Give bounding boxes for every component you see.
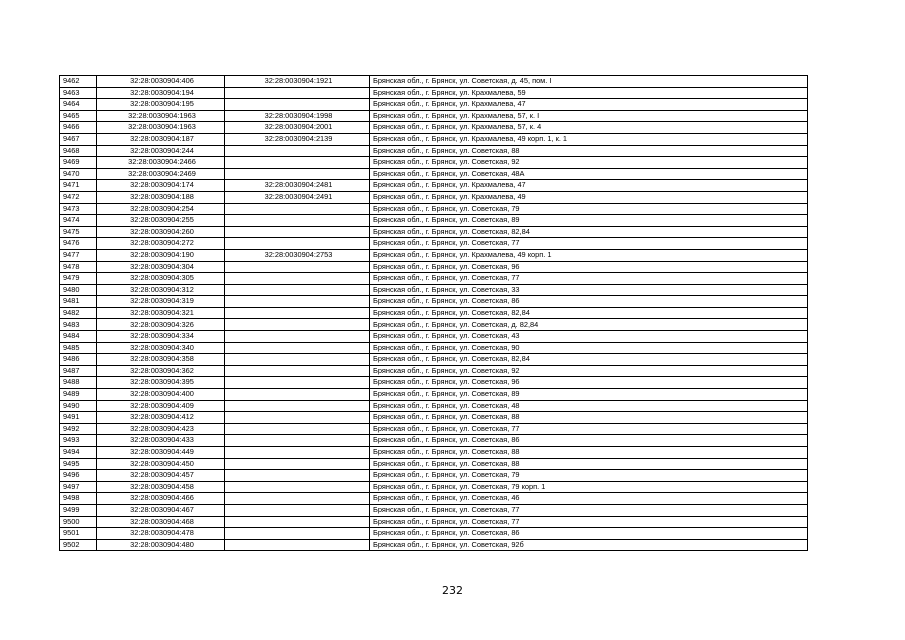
row-number-cell: 9466 [60, 122, 97, 134]
row-number-cell: 9464 [60, 99, 97, 111]
row-number-cell: 9493 [60, 435, 97, 447]
page-number: 232 [442, 584, 463, 597]
row-number-cell: 9497 [60, 481, 97, 493]
object-cadastral-number-cell [225, 412, 370, 424]
table-row [60, 331, 808, 343]
object-cadastral-number-cell: 32:28:0030904:1998 [225, 110, 370, 122]
row-number-cell: 9475 [60, 226, 97, 238]
address-cell: Брянская обл., г. Брянск, ул. Советская, д. 45, пом. I [370, 76, 808, 88]
object-cadastral-number-cell [225, 400, 370, 412]
address-cell: Брянская обл., г. Брянск, ул. Советская, 79 [370, 470, 808, 482]
parcel-cadastral-number-cell: 32:28:0030904:400 [97, 389, 225, 401]
address-cell: Брянская обл., г. Брянск, ул. Крахмалева, 49 корп. 1, к. 1 [370, 133, 808, 145]
object-cadastral-number-cell [225, 377, 370, 389]
object-cadastral-number-cell: 32:28:0030904:1921 [225, 76, 370, 88]
object-cadastral-number-cell [225, 319, 370, 331]
object-cadastral-number-cell [225, 203, 370, 215]
object-cadastral-number-cell [225, 423, 370, 435]
cadastral-table [59, 75, 808, 551]
object-cadastral-number-cell: 32:28:0030904:2139 [225, 133, 370, 145]
address-cell: Брянская обл., г. Брянск, ул. Советская, 89 [370, 389, 808, 401]
address-cell: Брянская обл., г. Брянск, ул. Советская, 86 [370, 435, 808, 447]
address-cell: Брянская обл., г. Брянск, ул. Советская, 48 [370, 400, 808, 412]
row-number-cell: 9492 [60, 423, 97, 435]
address-cell: Брянская обл., г. Брянск, ул. Советская, 92 [370, 365, 808, 377]
row-number-cell: 9471 [60, 180, 97, 192]
object-cadastral-number-cell [225, 447, 370, 459]
parcel-cadastral-number-cell: 32:28:0030904:194 [97, 87, 225, 99]
row-number-cell: 9480 [60, 284, 97, 296]
object-cadastral-number-cell [225, 528, 370, 540]
parcel-cadastral-number-cell: 32:28:0030904:395 [97, 377, 225, 389]
object-cadastral-number-cell [225, 296, 370, 308]
parcel-cadastral-number-cell: 32:28:0030904:450 [97, 458, 225, 470]
table-row [60, 284, 808, 296]
object-cadastral-number-cell [225, 342, 370, 354]
table-row [60, 539, 808, 551]
parcel-cadastral-number-cell: 32:28:0030904:260 [97, 226, 225, 238]
table-row [60, 226, 808, 238]
address-cell: Брянская обл., г. Брянск, ул. Советская, 77 [370, 504, 808, 516]
row-number-cell: 9489 [60, 389, 97, 401]
object-cadastral-number-cell [225, 261, 370, 273]
address-cell: Брянская обл., г. Брянск, ул. Советская, 82,84 [370, 354, 808, 366]
table-row [60, 238, 808, 250]
parcel-cadastral-number-cell: 32:28:0030904:362 [97, 365, 225, 377]
row-number-cell: 9462 [60, 76, 97, 88]
parcel-cadastral-number-cell: 32:28:0030904:312 [97, 284, 225, 296]
table-row [60, 365, 808, 377]
address-cell: Брянская обл., г. Брянск, ул. Советская, 79 корп. 1 [370, 481, 808, 493]
address-cell: Брянская обл., г. Брянск, ул. Советская, 77 [370, 516, 808, 528]
row-number-cell: 9496 [60, 470, 97, 482]
object-cadastral-number-cell [225, 539, 370, 551]
parcel-cadastral-number-cell: 32:28:0030904:255 [97, 215, 225, 227]
parcel-cadastral-number-cell: 32:28:0030904:2469 [97, 168, 225, 180]
address-cell: Брянская обл., г. Брянск, ул. Советская, 48А [370, 168, 808, 180]
table-row [60, 273, 808, 285]
table-row [60, 470, 808, 482]
table-row [60, 528, 808, 540]
table-row [60, 458, 808, 470]
table-row [60, 481, 808, 493]
row-number-cell: 9486 [60, 354, 97, 366]
address-cell: Брянская обл., г. Брянск, ул. Советская, 96 [370, 261, 808, 273]
address-cell: Брянская обл., г. Брянск, ул. Советская, 90 [370, 342, 808, 354]
address-cell: Брянская обл., г. Брянск, ул. Крахмалева, 49 [370, 191, 808, 203]
table-row [60, 191, 808, 203]
address-cell: Брянская обл., г. Брянск, ул. Советская, 82,84 [370, 226, 808, 238]
object-cadastral-number-cell: 32:28:0030904:2491 [225, 191, 370, 203]
address-cell: Брянская обл., г. Брянск, ул. Крахмалева, 57, к. I [370, 110, 808, 122]
parcel-cadastral-number-cell: 32:28:0030904:467 [97, 504, 225, 516]
parcel-cadastral-number-cell: 32:28:0030904:195 [97, 99, 225, 111]
object-cadastral-number-cell [225, 238, 370, 250]
parcel-cadastral-number-cell: 32:28:0030904:409 [97, 400, 225, 412]
address-cell: Брянская обл., г. Брянск, ул. Советская, 88 [370, 458, 808, 470]
table-row [60, 261, 808, 273]
table-row [60, 180, 808, 192]
address-cell: Брянская обл., г. Брянск, ул. Крахмалева, 57, к. 4 [370, 122, 808, 134]
parcel-cadastral-number-cell: 32:28:0030904:244 [97, 145, 225, 157]
row-number-cell: 9499 [60, 504, 97, 516]
parcel-cadastral-number-cell: 32:28:0030904:457 [97, 470, 225, 482]
table-row [60, 122, 808, 134]
table-row [60, 400, 808, 412]
table-row [60, 435, 808, 447]
parcel-cadastral-number-cell: 32:28:0030904:406 [97, 76, 225, 88]
parcel-cadastral-number-cell: 32:28:0030904:433 [97, 435, 225, 447]
object-cadastral-number-cell [225, 458, 370, 470]
table-row [60, 110, 808, 122]
row-number-cell: 9487 [60, 365, 97, 377]
table-row [60, 296, 808, 308]
parcel-cadastral-number-cell: 32:28:0030904:340 [97, 342, 225, 354]
table-row [60, 389, 808, 401]
address-cell: Брянская обл., г. Брянск, ул. Крахмалева, 59 [370, 87, 808, 99]
parcel-cadastral-number-cell: 32:28:0030904:2466 [97, 157, 225, 169]
parcel-cadastral-number-cell: 32:28:0030904:304 [97, 261, 225, 273]
address-cell: Брянская обл., г. Брянск, ул. Крахмалева, 49 корп. 1 [370, 249, 808, 261]
row-number-cell: 9495 [60, 458, 97, 470]
row-number-cell: 9476 [60, 238, 97, 250]
parcel-cadastral-number-cell: 32:28:0030904:272 [97, 238, 225, 250]
parcel-cadastral-number-cell: 32:28:0030904:174 [97, 180, 225, 192]
table-row [60, 504, 808, 516]
row-number-cell: 9473 [60, 203, 97, 215]
address-cell: Брянская обл., г. Брянск, ул. Советская, 88 [370, 412, 808, 424]
object-cadastral-number-cell [225, 307, 370, 319]
table-row [60, 249, 808, 261]
address-cell: Брянская обл., г. Брянск, ул. Крахмалева, 47 [370, 99, 808, 111]
table-row [60, 493, 808, 505]
row-number-cell: 9494 [60, 447, 97, 459]
object-cadastral-number-cell [225, 273, 370, 285]
table-row [60, 215, 808, 227]
object-cadastral-number-cell [225, 389, 370, 401]
table-row [60, 203, 808, 215]
row-number-cell: 9501 [60, 528, 97, 540]
object-cadastral-number-cell [225, 87, 370, 99]
parcel-cadastral-number-cell: 32:28:0030904:190 [97, 249, 225, 261]
table-row [60, 319, 808, 331]
object-cadastral-number-cell [225, 157, 370, 169]
object-cadastral-number-cell [225, 354, 370, 366]
parcel-cadastral-number-cell: 32:28:0030904:321 [97, 307, 225, 319]
object-cadastral-number-cell [225, 215, 370, 227]
object-cadastral-number-cell [225, 331, 370, 343]
row-number-cell: 9483 [60, 319, 97, 331]
row-number-cell: 9474 [60, 215, 97, 227]
table-row [60, 354, 808, 366]
row-number-cell: 9498 [60, 493, 97, 505]
object-cadastral-number-cell [225, 99, 370, 111]
object-cadastral-number-cell [225, 481, 370, 493]
parcel-cadastral-number-cell: 32:28:0030904:466 [97, 493, 225, 505]
object-cadastral-number-cell: 32:28:0030904:2481 [225, 180, 370, 192]
object-cadastral-number-cell [225, 435, 370, 447]
row-number-cell: 9477 [60, 249, 97, 261]
parcel-cadastral-number-cell: 32:28:0030904:1963 [97, 110, 225, 122]
address-cell: Брянская обл., г. Брянск, ул. Крахмалева, 47 [370, 180, 808, 192]
address-cell: Брянская обл., г. Брянск, ул. Советская, 86 [370, 528, 808, 540]
object-cadastral-number-cell [225, 504, 370, 516]
parcel-cadastral-number-cell: 32:28:0030904:188 [97, 191, 225, 203]
address-cell: Брянская обл., г. Брянск, ул. Советская, 77 [370, 238, 808, 250]
object-cadastral-number-cell: 32:28:0030904:2001 [225, 122, 370, 134]
row-number-cell: 9490 [60, 400, 97, 412]
parcel-cadastral-number-cell: 32:28:0030904:254 [97, 203, 225, 215]
row-number-cell: 9467 [60, 133, 97, 145]
address-cell: Брянская обл., г. Брянск, ул. Советская, 79 [370, 203, 808, 215]
row-number-cell: 9488 [60, 377, 97, 389]
row-number-cell: 9463 [60, 87, 97, 99]
row-number-cell: 9491 [60, 412, 97, 424]
object-cadastral-number-cell [225, 284, 370, 296]
address-cell: Брянская обл., г. Брянск, ул. Советская, 77 [370, 423, 808, 435]
parcel-cadastral-number-cell: 32:28:0030904:358 [97, 354, 225, 366]
row-number-cell: 9469 [60, 157, 97, 169]
address-cell: Брянская обл., г. Брянск, ул. Советская, 46 [370, 493, 808, 505]
parcel-cadastral-number-cell: 32:28:0030904:480 [97, 539, 225, 551]
table-row [60, 87, 808, 99]
row-number-cell: 9500 [60, 516, 97, 528]
table-row [60, 157, 808, 169]
cadastral-table-body [60, 76, 808, 551]
object-cadastral-number-cell [225, 516, 370, 528]
object-cadastral-number-cell [225, 168, 370, 180]
object-cadastral-number-cell: 32:28:0030904:2753 [225, 249, 370, 261]
row-number-cell: 9482 [60, 307, 97, 319]
parcel-cadastral-number-cell: 32:28:0030904:478 [97, 528, 225, 540]
table-row [60, 447, 808, 459]
table-row [60, 99, 808, 111]
object-cadastral-number-cell [225, 470, 370, 482]
table-row [60, 133, 808, 145]
address-cell: Брянская обл., г. Брянск, ул. Советская, 77 [370, 273, 808, 285]
parcel-cadastral-number-cell: 32:28:0030904:449 [97, 447, 225, 459]
row-number-cell: 9502 [60, 539, 97, 551]
row-number-cell: 9484 [60, 331, 97, 343]
table-row [60, 307, 808, 319]
address-cell: Брянская обл., г. Брянск, ул. Советская, 86 [370, 296, 808, 308]
table-row [60, 377, 808, 389]
row-number-cell: 9470 [60, 168, 97, 180]
table-row [60, 145, 808, 157]
parcel-cadastral-number-cell: 32:28:0030904:1963 [97, 122, 225, 134]
row-number-cell: 9468 [60, 145, 97, 157]
table-row [60, 342, 808, 354]
table-row [60, 168, 808, 180]
table-row [60, 76, 808, 88]
address-cell: Брянская обл., г. Брянск, ул. Советская, 43 [370, 331, 808, 343]
address-cell: Брянская обл., г. Брянск, ул. Советская, 88 [370, 447, 808, 459]
address-cell: Брянская обл., г. Брянск, ул. Советская, 33 [370, 284, 808, 296]
parcel-cadastral-number-cell: 32:28:0030904:334 [97, 331, 225, 343]
address-cell: Брянская обл., г. Брянск, ул. Советская, 96 [370, 377, 808, 389]
row-number-cell: 9481 [60, 296, 97, 308]
address-cell: Брянская обл., г. Брянск, ул. Советская, д. 82,84 [370, 319, 808, 331]
object-cadastral-number-cell [225, 493, 370, 505]
object-cadastral-number-cell [225, 365, 370, 377]
parcel-cadastral-number-cell: 32:28:0030904:423 [97, 423, 225, 435]
parcel-cadastral-number-cell: 32:28:0030904:326 [97, 319, 225, 331]
parcel-cadastral-number-cell: 32:28:0030904:458 [97, 481, 225, 493]
parcel-cadastral-number-cell: 32:28:0030904:468 [97, 516, 225, 528]
address-cell: Брянская обл., г. Брянск, ул. Советская, 88 [370, 145, 808, 157]
table-row [60, 516, 808, 528]
row-number-cell: 9472 [60, 191, 97, 203]
address-cell: Брянская обл., г. Брянск, ул. Советская, 92 [370, 157, 808, 169]
parcel-cadastral-number-cell: 32:28:0030904:305 [97, 273, 225, 285]
table-row [60, 412, 808, 424]
object-cadastral-number-cell [225, 145, 370, 157]
row-number-cell: 9485 [60, 342, 97, 354]
parcel-cadastral-number-cell: 32:28:0030904:187 [97, 133, 225, 145]
object-cadastral-number-cell [225, 226, 370, 238]
address-cell: Брянская обл., г. Брянск, ул. Советская, 89 [370, 215, 808, 227]
address-cell: Брянская обл., г. Брянск, ул. Советская, 92б [370, 539, 808, 551]
row-number-cell: 9465 [60, 110, 97, 122]
parcel-cadastral-number-cell: 32:28:0030904:319 [97, 296, 225, 308]
row-number-cell: 9479 [60, 273, 97, 285]
table-row [60, 423, 808, 435]
row-number-cell: 9478 [60, 261, 97, 273]
address-cell: Брянская обл., г. Брянск, ул. Советская, 82,84 [370, 307, 808, 319]
parcel-cadastral-number-cell: 32:28:0030904:412 [97, 412, 225, 424]
